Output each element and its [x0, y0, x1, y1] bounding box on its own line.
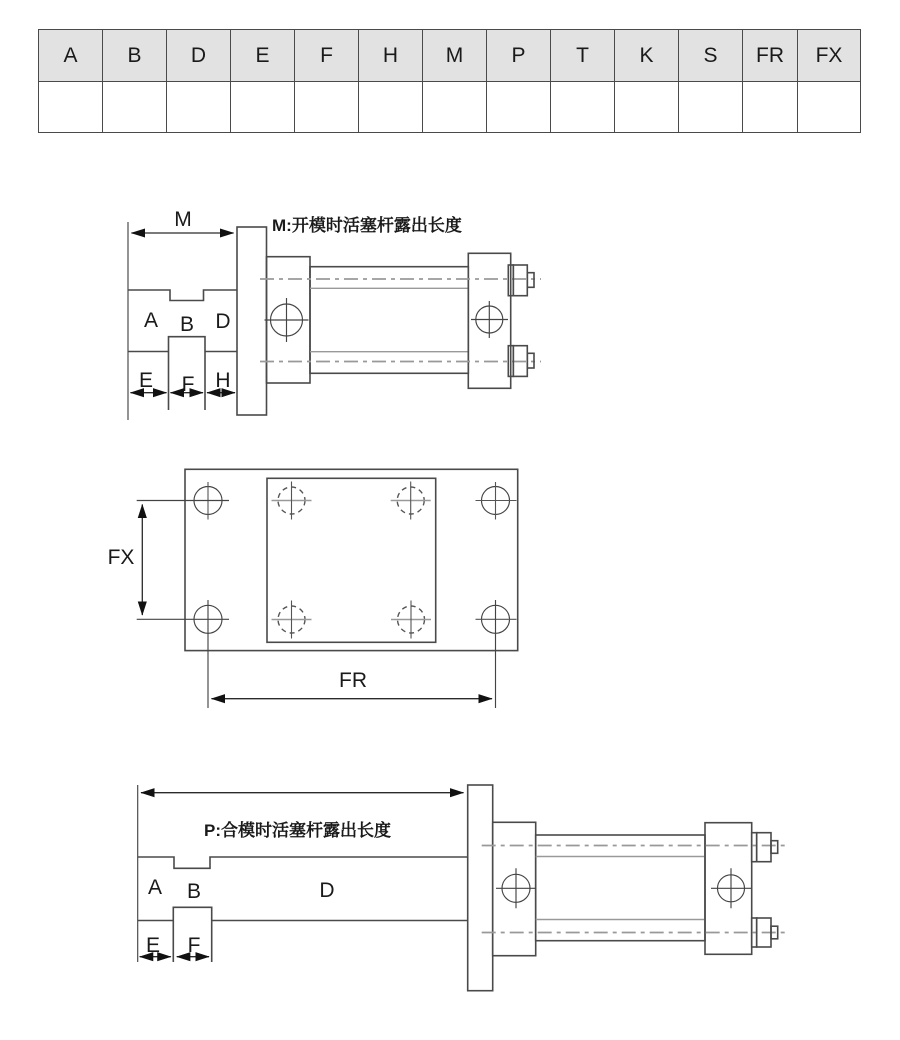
label-d: D	[215, 310, 231, 333]
nut-body	[757, 833, 771, 862]
header-cell-h: H	[359, 30, 423, 82]
flange-plate	[237, 227, 267, 415]
header-cell-f: F	[295, 30, 359, 82]
header-cell-b: B	[103, 30, 167, 82]
label-e: E	[138, 369, 154, 392]
header-cell-d: D	[167, 30, 231, 82]
front-port-crosshair	[496, 868, 536, 908]
rod-end-stub	[527, 273, 534, 288]
label-b: B	[186, 880, 202, 903]
flange-face-view	[108, 469, 518, 708]
label-f: F	[181, 373, 195, 396]
tie-rod-hole-bottom-left	[272, 601, 312, 639]
closed-mold-view	[138, 785, 786, 991]
front-port-crosshair	[265, 298, 309, 342]
label-a: A	[147, 876, 163, 899]
rear-port-crosshair	[711, 868, 751, 908]
cylinder-tube	[310, 267, 468, 374]
header-cell-p: P	[487, 30, 551, 82]
header-cell-k: K	[615, 30, 679, 82]
open-mold-annotation: M:开模时活塞杆露出长度	[272, 216, 462, 235]
tie-rod-hole-top-left	[272, 482, 312, 520]
rear-port-crosshair	[471, 301, 508, 338]
tie-rod-nut-top	[508, 265, 534, 296]
header-cell-fr: FR	[743, 30, 798, 82]
dim-label-fr: FR	[339, 669, 367, 692]
header-cell-fx: FX	[798, 30, 861, 82]
piston-rod-top-edge-with-notch	[128, 290, 237, 301]
label-e: E	[145, 934, 161, 957]
label-d: D	[319, 879, 335, 902]
tie-rod-hole-bottom-right	[391, 601, 431, 639]
mount-hole-top-right-crosshair	[476, 482, 517, 520]
tie-rod-nut-top	[752, 833, 778, 862]
dim-label-fx: FX	[107, 546, 135, 569]
nut-body	[513, 265, 527, 296]
header-cell-m: M	[423, 30, 487, 82]
piston-rod-top-edge-with-notch	[138, 857, 468, 868]
front-head-block	[493, 822, 536, 955]
flange-plate	[468, 785, 493, 991]
label-a: A	[143, 309, 159, 332]
closed-mold-annotation: P:合模时活塞杆露出长度	[204, 821, 391, 840]
open-mold-view	[128, 208, 541, 420]
dim-label-m: M	[174, 208, 192, 231]
header-cell-t: T	[551, 30, 615, 82]
label-f: F	[187, 934, 201, 957]
rod-end-stub	[771, 841, 778, 854]
tie-rod-hole-top-right	[391, 482, 431, 520]
label-h: H	[215, 369, 231, 392]
label-b: B	[179, 313, 195, 336]
header-cell-s: S	[679, 30, 743, 82]
header-cell-a: A	[39, 30, 103, 82]
cylinder-tube	[536, 835, 705, 941]
flange-outer-plate	[185, 469, 518, 650]
header-cell-e: E	[231, 30, 295, 82]
